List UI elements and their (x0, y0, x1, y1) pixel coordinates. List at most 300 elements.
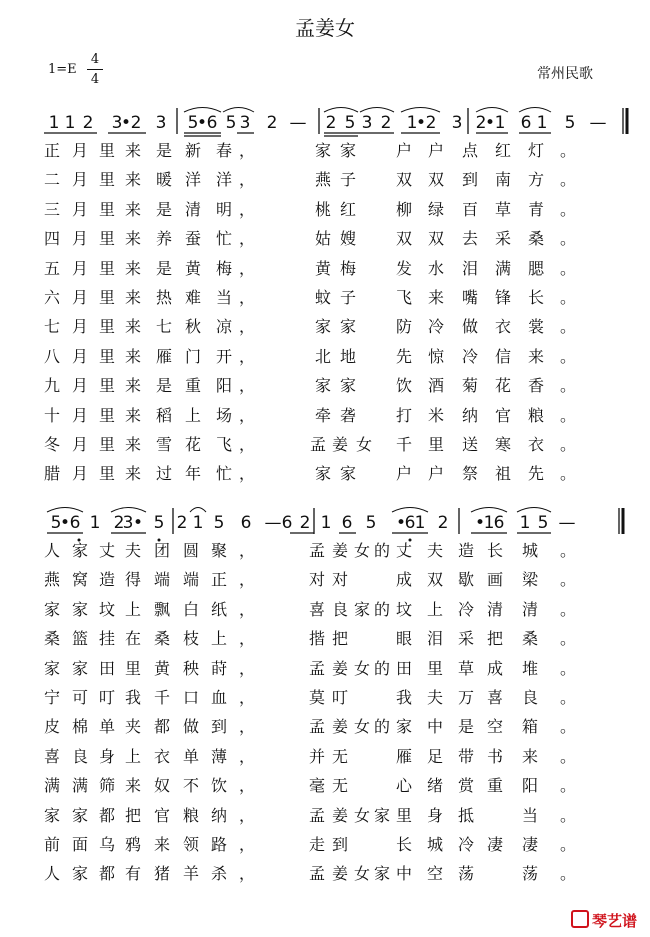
lyric-char: 夫 (125, 541, 142, 560)
lyric-char: 凉 (216, 317, 233, 337)
lyric-char: 月 (72, 170, 89, 190)
lyric-char: 上 (125, 746, 142, 766)
lyric-char: ， (239, 317, 256, 337)
note: 5 (365, 513, 377, 533)
note: 6 (520, 113, 532, 133)
lyric-char: 坟 (99, 599, 116, 619)
lyric-char: ， (239, 805, 256, 825)
lyric-char: 户 (396, 464, 413, 484)
lyric-char: 抵 (458, 805, 475, 825)
lyric-char: 粮 (183, 805, 200, 825)
lyric-char: 。 (560, 658, 577, 678)
lyric-char: 来 (528, 346, 545, 366)
lyric-char: 并 (309, 746, 326, 766)
note: 1 (64, 113, 76, 133)
lyric-char: ， (239, 346, 256, 366)
lyric-char: 满 (495, 258, 512, 278)
lyric-char: 养 (156, 229, 173, 249)
lyric-char: 的 (374, 717, 391, 737)
lyric-char: 难 (185, 288, 202, 307)
lyric-char: 稻 (156, 405, 173, 425)
lyric-char: 良 (522, 688, 539, 707)
lyric-char: 里 (99, 376, 116, 396)
lyric-char: 坟 (396, 599, 413, 619)
lyric-char: 姜 (332, 805, 349, 825)
dot-mark: • (395, 513, 407, 533)
lyric-char: 皮 (44, 717, 61, 737)
lyric-char: 蚕 (185, 229, 202, 249)
lyric-char: 路 (211, 835, 228, 854)
lyric-char: 喜 (309, 599, 326, 619)
note: 2 (325, 113, 337, 133)
note: 2 (266, 113, 278, 133)
lyric-char: 秋 (185, 317, 202, 337)
lyric-char: 门 (185, 346, 202, 366)
lyric-char: 上 (211, 629, 228, 649)
note: 1 (414, 513, 426, 533)
note: 1 (483, 513, 495, 533)
lyric-char: 正 (211, 570, 228, 590)
lyric-char: 领 (183, 835, 200, 854)
lyric-char: 是 (156, 376, 173, 396)
lyric-char: 我 (125, 688, 142, 707)
lyric-char: 有 (125, 864, 142, 884)
lyric-char: ， (239, 835, 256, 854)
lyric-char: 里 (99, 288, 116, 307)
lyric-char: 带 (458, 746, 475, 766)
lyric-char: 家 (72, 541, 89, 560)
lyric-char: 长 (396, 835, 413, 854)
slur-arc (401, 108, 440, 113)
lyric-char: 喜 (487, 688, 504, 707)
lyric-char: 锋 (495, 288, 512, 307)
lyric-char: 纳 (211, 805, 228, 825)
lyric-char: 家 (72, 864, 89, 884)
lyric-char: 发 (396, 258, 413, 278)
lyric-char: 二 (44, 170, 61, 190)
lyric-char: 水 (428, 258, 445, 278)
lyric-char: 花 (495, 376, 512, 396)
watermark-logo (571, 910, 637, 931)
lyric-char: 无 (332, 776, 349, 796)
lyric-char: 衣 (154, 746, 171, 766)
note: 6 (240, 513, 252, 533)
lyric-char: 送 (462, 435, 479, 454)
lyric-char: 口 (183, 688, 200, 707)
lyric-char: 上 (427, 599, 444, 619)
note: 6 (206, 113, 218, 133)
lyric-char: 把 (332, 629, 349, 649)
lyric-char: 人 (44, 541, 61, 560)
lyric-char: 窝 (72, 570, 89, 590)
lyric-char: 。 (560, 405, 577, 425)
extension-dash: — (264, 513, 282, 533)
lyric-char: 足 (427, 746, 444, 766)
lyric-char: 揩 (309, 629, 326, 649)
lyric-char: 家 (396, 717, 413, 737)
lyric-char: 月 (72, 346, 89, 366)
lyric-char: 当 (522, 805, 539, 825)
lyric-char: 双 (396, 229, 413, 249)
lyric-char: 。 (560, 688, 577, 707)
note: 3 (155, 113, 167, 133)
lyric-char: 桑 (154, 629, 171, 649)
lyric-char: 户 (396, 141, 413, 160)
lyric-char: 月 (72, 199, 89, 219)
note: 3 (239, 113, 251, 133)
notation-system-1 (44, 108, 627, 137)
lyric-char: 当 (216, 288, 233, 307)
note: 3 (451, 113, 463, 133)
lyric-char: 来 (125, 346, 142, 366)
note: 2 (437, 513, 449, 533)
lyric-char: ， (239, 405, 256, 425)
lyric-char: 秧 (183, 658, 200, 678)
lyric-char: 万 (458, 688, 475, 707)
note: 2 (299, 513, 311, 533)
lyric-char: 草 (495, 199, 512, 219)
lyric-char: 嘴 (462, 288, 479, 307)
lyric-char: 双 (396, 170, 413, 190)
lyric-char: 里 (99, 229, 116, 249)
lyric-char: 裳 (528, 317, 545, 337)
lyric-char: 十 (44, 405, 61, 425)
lyric-char: 飘 (154, 599, 171, 619)
lyric-char: 莳 (211, 658, 228, 678)
lyric-char: 里 (99, 405, 116, 425)
lyric-char: 雪 (156, 435, 173, 454)
lyric-char: 家 (315, 464, 332, 484)
lyric-char: 梅 (216, 258, 233, 278)
dot-mark: • (132, 513, 144, 533)
lyric-char: 。 (560, 570, 577, 590)
lyric-char: 来 (125, 376, 142, 396)
lyric-char: 里 (396, 805, 413, 825)
lyric-char: 清 (185, 199, 202, 219)
lyric-char: 月 (72, 141, 89, 160)
lyric-char: 端 (154, 570, 171, 590)
lyric-char: 女 (354, 717, 371, 737)
lyric-char: 良 (332, 599, 349, 619)
lyric-char: 家 (315, 376, 332, 396)
lyric-char: 里 (99, 141, 116, 160)
lyric-char: 夫 (427, 688, 444, 707)
lyric-char: 方 (528, 170, 545, 190)
lyric-char: 。 (560, 317, 577, 337)
lyric-char: 砻 (340, 405, 357, 425)
lyric-char: 百 (462, 199, 479, 219)
lyric-char: 忙 (216, 464, 233, 484)
lyric-char: 采 (458, 629, 475, 649)
lyric-char: 来 (125, 258, 142, 278)
lyric-char: 八 (44, 346, 61, 366)
lyric-char: 官 (154, 805, 171, 825)
note: 3 (111, 113, 123, 133)
lyric-char: 年 (185, 464, 202, 484)
lyric-char: 的 (374, 658, 391, 678)
lyric-char: 家 (72, 658, 89, 678)
extension-dash: — (589, 113, 607, 133)
note: 6 (69, 513, 81, 533)
note: 5 (564, 113, 576, 133)
lyric-char: 腊 (44, 464, 61, 484)
lyric-char: 黄 (154, 658, 171, 678)
lyric-char: 四 (44, 229, 61, 249)
lyric-char: 上 (125, 599, 142, 619)
lyric-char: 打 (396, 405, 413, 425)
lyric-char: 里 (99, 199, 116, 219)
lyric-char: 棉 (72, 717, 89, 737)
lyric-char: 里 (428, 435, 445, 454)
lyric-char: ， (239, 864, 256, 884)
lyric-char: 走 (309, 835, 326, 854)
lyric-char: 饮 (396, 376, 413, 396)
lyric-char: 血 (211, 688, 228, 707)
lyric-char: 来 (125, 435, 142, 454)
lyric-char: ， (239, 170, 256, 190)
lyric-char: 冷 (458, 599, 475, 619)
lyric-char: 月 (72, 288, 89, 307)
slur-arc (360, 108, 394, 113)
lyric-char: 绿 (428, 199, 445, 219)
lyric-char: 不 (183, 776, 200, 796)
lyric-char: 毫 (309, 776, 326, 796)
lyric-char: 来 (154, 835, 171, 854)
dot-mark: • (484, 113, 496, 133)
note: 3 (122, 513, 134, 533)
lyric-char: 聚 (211, 541, 228, 560)
lyric-char: 春 (216, 141, 233, 160)
lyric-char: 去 (462, 229, 479, 249)
lyric-char: 热 (156, 288, 173, 307)
lyric-char: 柳 (396, 199, 413, 219)
lyric-char: 黄 (185, 258, 202, 278)
dot-mark: • (474, 513, 486, 533)
lyric-char: 。 (560, 629, 577, 649)
lyric-char: 上 (185, 405, 202, 425)
lyric-char: 。 (560, 376, 577, 396)
lyric-char: 泪 (462, 258, 479, 278)
note: 1 (519, 513, 531, 533)
lyric-char: 姜 (332, 717, 349, 737)
lyric-char: 猪 (154, 864, 171, 884)
slur-arc (111, 508, 146, 513)
lyric-char: 祖 (495, 464, 512, 484)
note: 2 (475, 113, 487, 133)
lyric-char: 荡 (458, 864, 475, 884)
lyric-char: 叮 (332, 688, 349, 707)
lyric-char: 对 (332, 570, 349, 590)
lyric-char: 来 (125, 229, 142, 249)
lyric-char: 。 (560, 464, 577, 484)
note: 1 (192, 513, 204, 533)
lyric-char: 空 (487, 717, 504, 737)
note: 6 (493, 513, 505, 533)
lyric-char: 来 (125, 170, 142, 190)
lyric-char: 纸 (211, 599, 228, 619)
lyric-char: 梁 (522, 570, 539, 590)
lyric-char: 丈 (99, 541, 116, 560)
lyric-char: 衣 (528, 435, 545, 454)
lyric-char: 。 (560, 199, 577, 219)
lyric-char: 九 (44, 376, 61, 396)
lyric-char: 。 (560, 258, 577, 278)
lyric-char: 。 (560, 805, 577, 825)
lyric-char: 草 (458, 658, 475, 678)
slur-arc (184, 108, 221, 113)
lyric-char: 中 (427, 717, 444, 737)
lyric-char: 团 (154, 541, 171, 560)
lyric-char: 满 (44, 776, 61, 796)
lyric-char: 叮 (99, 688, 116, 707)
lyric-char: 北 (315, 346, 332, 366)
slur-arc (47, 508, 83, 513)
lyric-char: 点 (462, 141, 479, 160)
slur-arc (517, 508, 551, 513)
watermark-text: 琴艺谱 (592, 912, 638, 930)
lyric-char: 桑 (44, 629, 61, 649)
lyric-char: 。 (560, 835, 577, 854)
note: 5 (213, 513, 225, 533)
lyric-char: 家 (44, 805, 61, 825)
lyric-char: 户 (428, 464, 445, 484)
lyric-char: 喜 (44, 746, 61, 766)
lyric-char: 是 (156, 258, 173, 278)
note: 1 (89, 513, 101, 533)
lyric-char: 奴 (154, 776, 171, 796)
lyric-char: 来 (125, 141, 142, 160)
lyric-char: 家 (340, 141, 357, 160)
lyric-char: 重 (185, 376, 202, 396)
note: 6 (341, 513, 353, 533)
lyric-char: 里 (99, 346, 116, 366)
lyric-char: 筛 (99, 776, 116, 796)
lyric-char: 腮 (528, 258, 545, 278)
lyric-char: 地 (340, 346, 357, 366)
lyric-char: 田 (99, 658, 116, 678)
note: 5 (225, 113, 237, 133)
lyric-char: 千 (154, 688, 171, 707)
lyric-char: 赏 (458, 776, 475, 796)
lyric-char: 冬 (44, 435, 61, 454)
lyric-char: 来 (125, 199, 142, 219)
lyric-char: 南 (495, 170, 512, 190)
lyric-char: 女 (354, 541, 371, 560)
lyric-char: 。 (560, 541, 577, 560)
lyric-char: 家 (44, 599, 61, 619)
lyric-char: 女 (354, 658, 371, 678)
lyric-char: 祭 (462, 464, 479, 484)
lyric-char: 端 (183, 570, 200, 590)
lyric-char: 孟 (309, 541, 326, 560)
lyric-char: ， (239, 776, 256, 796)
lyric-char: 阳 (216, 376, 233, 396)
dot-mark: • (196, 113, 208, 133)
lyric-char: 里 (125, 658, 142, 678)
lyric-char: 五 (44, 258, 61, 278)
lyric-char: 姜 (332, 541, 349, 560)
lyric-char: 宁 (44, 688, 61, 707)
note: 5 (153, 513, 165, 533)
lyric-char: 先 (396, 346, 413, 366)
lyric-char: 孟 (309, 658, 326, 678)
lyric-char: 过 (156, 464, 173, 484)
lyric-char: ， (239, 199, 256, 219)
lyric-char: ， (239, 229, 256, 249)
lyric-char: 双 (428, 170, 445, 190)
lyric-char: 灯 (528, 141, 545, 160)
note: 2 (425, 113, 437, 133)
lyric-char: 月 (72, 317, 89, 337)
lyric-char: 里 (99, 464, 116, 484)
lyric-char: 飞 (396, 288, 413, 307)
lyric-char: 挂 (99, 629, 116, 649)
lyric-char: 丈 (396, 541, 413, 560)
lyric-char: 户 (428, 141, 445, 160)
lyric-char: 家 (340, 464, 357, 484)
lyric-char: 城 (427, 835, 444, 854)
lyric-char: 月 (72, 405, 89, 425)
lyric-char: 来 (125, 288, 142, 307)
lyric-char: 来 (428, 288, 445, 307)
dot-mark: • (59, 513, 71, 533)
lyric-char: 良 (72, 746, 89, 766)
lyric-char: ， (239, 629, 256, 649)
lyric-char: 箱 (522, 717, 539, 737)
lyric-char: 堆 (522, 658, 539, 678)
lyric-char: 暖 (156, 170, 173, 190)
note: 6 (404, 513, 416, 533)
lyric-char: 姑 (315, 229, 332, 249)
lyric-char: 。 (560, 864, 577, 884)
lyric-char: 长 (487, 541, 504, 560)
lyric-char: 到 (462, 170, 479, 190)
lyric-char: 歇 (458, 570, 475, 590)
lyric-char: 空 (427, 864, 444, 884)
lyric-char: 月 (72, 464, 89, 484)
lyric-char: 雁 (396, 746, 413, 766)
lyric-char: 采 (495, 229, 512, 249)
lyric-char: 阳 (522, 776, 539, 796)
lyric-char: 到 (332, 835, 349, 854)
lyric-char: 做 (183, 717, 200, 737)
lyric-char: 心 (396, 776, 413, 796)
lyric-char: 桑 (522, 629, 539, 649)
lyric-char: 我 (396, 688, 413, 707)
lyric-char: 满 (72, 776, 89, 796)
lyric-char: 双 (428, 229, 445, 249)
lyric-char: 月 (72, 229, 89, 249)
lyric-char: 七 (44, 317, 61, 337)
lyric-char: 红 (340, 199, 357, 219)
lyric-char: 泪 (427, 629, 444, 649)
note: 2 (176, 513, 188, 533)
lyric-char: 荡 (522, 864, 539, 884)
slur-arc (190, 508, 206, 513)
lyric-char: 家 (340, 376, 357, 396)
lyric-char: 无 (332, 746, 349, 766)
lyric-char: 忙 (216, 229, 233, 249)
lyric-char: 绪 (427, 776, 444, 796)
lyric-char: 前 (44, 835, 61, 854)
lyric-char: 对 (309, 570, 326, 590)
dot-mark: • (415, 113, 427, 133)
lyric-char: 凄 (487, 835, 504, 854)
lyric-char: 桑 (528, 229, 545, 249)
lyric-char: 在 (125, 629, 142, 649)
lyric-char: 姜 (332, 658, 349, 678)
lyric-char: 黄 (315, 258, 332, 278)
